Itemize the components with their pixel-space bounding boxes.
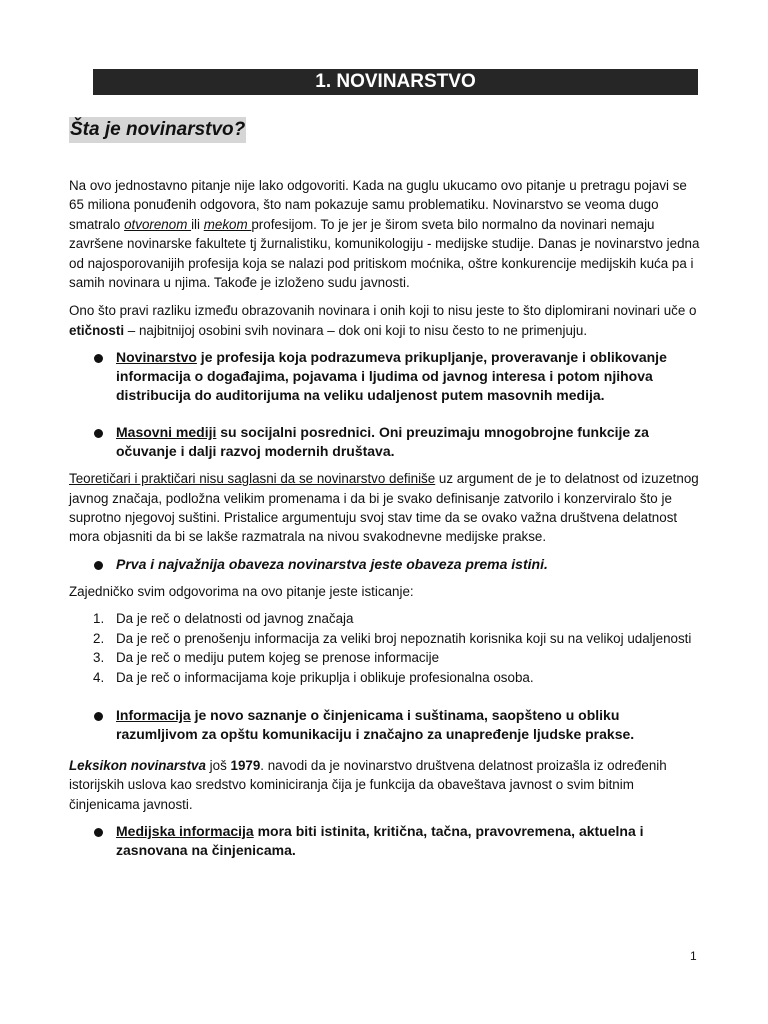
section-heading: Šta je novinarstvo? bbox=[69, 117, 246, 143]
bullet-icon bbox=[94, 828, 103, 837]
bullet-icon bbox=[94, 354, 103, 363]
list-item bbox=[69, 668, 701, 687]
term-novinarstvo: Novinarstvo bbox=[116, 349, 197, 366]
list-number: 4. bbox=[93, 669, 105, 685]
bullet-icon bbox=[94, 561, 103, 570]
bullet-text: je profesija koja podrazumeva prikupljanje, proveravanje i oblikovanje informacija o događajima, pojavama i ljudima od javnog interesa i potom njihova distribucija do auditorijuma na veliku udaljenost putem masovnih medija. bbox=[116, 349, 667, 404]
paragraph-theorists-text: uz argument de je to delatnost od izuzetnog javnog značaja, podložna velikim promenama i da bi je svako definisanje zatvorilo i konzerviralo što je suprotno njegovoj suštini. Pristalice argumentuju svoj stav time da se ovako važna društvena delatnost mora objasniti da bi se lakše razmatrala na nivou svakodnevne medijske prakse. bbox=[69, 471, 699, 545]
list-item bbox=[69, 648, 701, 667]
paragraph-theorists bbox=[69, 469, 701, 547]
paragraph-ethics-text: – najbitnijoj osobini svih novinara – dok oni koji to nisu često to ne primenjuju. bbox=[124, 322, 588, 338]
term-masovni-mediji: Masovni mediji bbox=[116, 424, 217, 441]
list-number: 1. bbox=[93, 611, 105, 627]
lexicon-title: Leksikon novinarstva bbox=[69, 757, 206, 773]
bullet-icon bbox=[94, 429, 103, 438]
chapter-title: 1. NOVINARSTVO bbox=[93, 69, 698, 95]
year-value: 1979 bbox=[230, 757, 261, 773]
list-number: 2. bbox=[93, 630, 105, 646]
bullet-text: mora biti istinita, kritična, tačna, pravovremena, aktuelna i zasnovana na činjenicama. bbox=[116, 823, 644, 859]
list-item bbox=[69, 629, 701, 648]
bullet-icon bbox=[94, 712, 103, 721]
list-item-text: Da je reč o informacijama koje prikuplja i oblikuje profesionalna osoba. bbox=[116, 669, 534, 685]
paragraph-lexicon-text: još bbox=[205, 757, 231, 773]
paragraph-lexicon bbox=[69, 756, 701, 814]
term-otvorenom: otvorenom bbox=[124, 216, 192, 232]
numbered-list bbox=[69, 609, 701, 687]
term-medijska-informacija: Medijska informacija bbox=[116, 823, 254, 840]
body-text bbox=[69, 176, 701, 868]
bullet-item bbox=[69, 423, 701, 461]
bullet-item bbox=[69, 706, 701, 744]
paragraph-ethics-text: Ono što pravi razliku između obrazovanih novinara i onih koji to nisu jeste to što diplomirani novinari uče o bbox=[69, 303, 697, 319]
term-eticnosti: etičnosti bbox=[69, 322, 125, 338]
paragraph-intro bbox=[69, 176, 701, 292]
paragraph-intro-text: profesijom. To je jer je širom sveta bilo normalno da novinari nemaju završene novinarske fakultete tj žurnalistiku, komunikologiju - medijske studije. Danas je novinarstvo jedna od najosporovanijih profesija koja se nalazi pod pritiskom moćnika, oštre konkurencije medijskih kuća pa i samih novinara u njima. Takođe je izloženo sudu javnosti. bbox=[69, 216, 700, 291]
list-item-text: Da je reč o prenošenju informacija za veliki broj nepoznatih korisnika koji su na velikoj udaljenosti bbox=[116, 630, 692, 646]
list-item bbox=[69, 609, 701, 628]
underlined-phrase: Teoretičari i praktičari nisu saglasni da se novinarstvo definiše bbox=[69, 471, 436, 487]
paragraph-ethics bbox=[69, 301, 701, 340]
term-mekom: mekom bbox=[203, 216, 252, 232]
bullet-text: je novo saznanje o činjenicama i suštinama, saopšteno u obliku razumljivom za opštu komunikaciju i značajno za unapređenje ljudske prakse. bbox=[116, 706, 635, 742]
bullet-item bbox=[69, 555, 701, 574]
bullet-text: su socijalni posrednici. Oni preuzimaju mnogobrojne funkcije za očuvanje i dalji razvoj modernih društava. bbox=[116, 424, 649, 460]
paragraph-common: Zajedničko svim odgovorima na ovo pitanje jeste isticanje: bbox=[69, 583, 414, 599]
bullet-text: Prva i najvažnija obaveza novinarstva jeste obaveza prema istini. bbox=[116, 555, 548, 572]
paragraph-intro-text: Na ovo jednostavno pitanje nije lako odgovoriti. Kada na guglu ukucamo ovo pitanje u pretragu pojavi se 65 miliona ponuđenih odgovora, što nam pokazuje samu problematiku. Novinarstvo se veoma dugo smatralo bbox=[69, 178, 687, 232]
list-item-text: Da je reč o mediju putem kojeg se prenose informacije bbox=[116, 650, 440, 666]
paragraph-intro-text: ili bbox=[191, 216, 204, 232]
list-item-text: Da je reč o delatnosti od javnog značaja bbox=[116, 611, 354, 627]
term-informacija: Informacija bbox=[116, 706, 191, 723]
page-number: 1 bbox=[690, 949, 697, 963]
bullet-item bbox=[69, 348, 701, 405]
paragraph-lexicon-text: . navodi da je novinarstvo društvena delatnost proizašla iz određenih istorijskih uslova kao sredstvo kominiciranja čija je funkcija da obaveštava javnost o svim bitnim činjenicama javnosti. bbox=[69, 757, 667, 812]
bullet-item bbox=[69, 822, 701, 860]
list-number: 3. bbox=[93, 650, 105, 666]
